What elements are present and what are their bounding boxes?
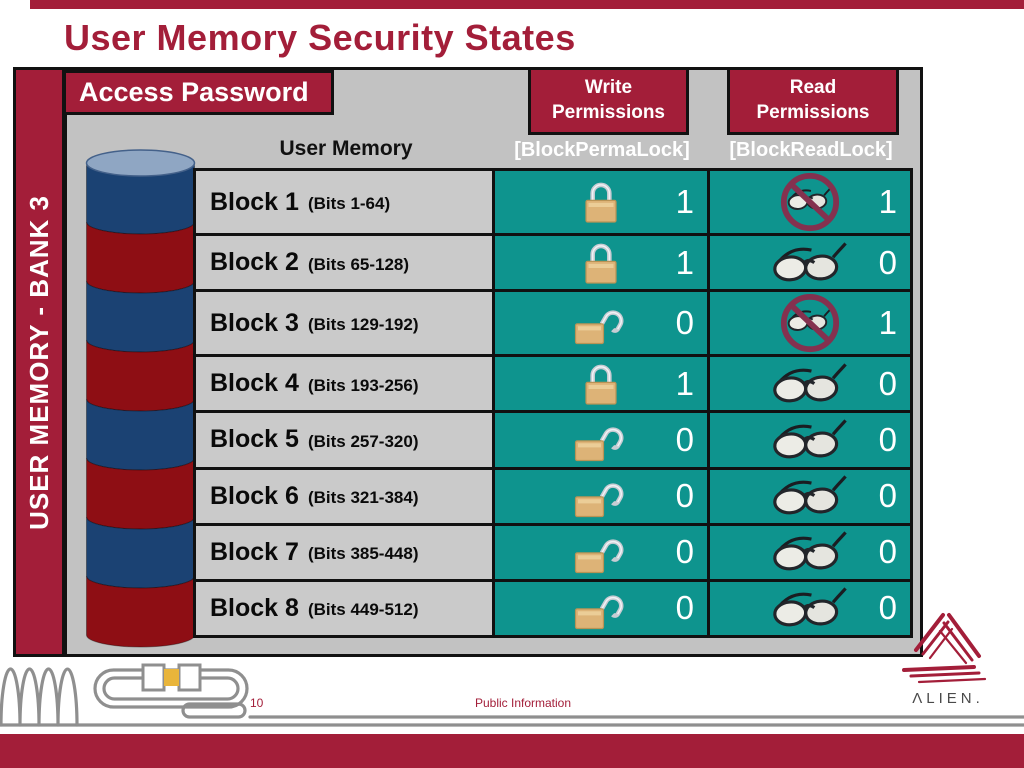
write-permission-cell <box>495 171 707 233</box>
block-name: Block 1 <box>210 187 299 216</box>
read-header-line1: Read <box>789 77 837 99</box>
block-label-cell <box>196 582 492 635</box>
lock-open-icon <box>573 417 629 463</box>
block-bits: (Bits 1-64) <box>307 194 391 213</box>
read-permission-cell <box>710 292 910 354</box>
block-name: Block 5 <box>210 425 299 454</box>
block-bits: (Bits 385-448) <box>307 544 419 564</box>
block-bits: (Bits 449-512) <box>307 600 419 620</box>
rfid-antenna-graphic <box>0 652 1024 737</box>
bank-banner <box>13 67 65 657</box>
memory-table <box>193 168 913 638</box>
block-name: Block 3 <box>210 308 299 337</box>
write-permissions-header <box>528 67 689 135</box>
read-permission-cell <box>710 236 910 289</box>
user-memory-label: User Memory <box>279 137 413 160</box>
lock-open-icon <box>573 529 629 575</box>
page-title: User Memory Security States <box>64 17 576 58</box>
block-label-cell <box>196 171 492 233</box>
lock-closed-icon <box>581 361 621 407</box>
block-label-cell <box>196 470 492 523</box>
read-permission-value: 0 <box>878 477 897 515</box>
write-header-line2: Permissions <box>552 102 665 123</box>
read-permission-cell <box>710 413 910 466</box>
block-name: Block 4 <box>210 369 299 398</box>
write-permission-cell <box>495 357 707 410</box>
access-password-label: Access Password <box>79 77 309 107</box>
write-permission-value: 0 <box>675 477 694 515</box>
read-permission-value: 0 <box>878 243 897 281</box>
block-name: Block 8 <box>210 593 299 622</box>
lock-closed-icon <box>581 240 621 286</box>
block-bits: (Bits 65-128) <box>307 254 410 274</box>
lock-open-icon <box>573 300 629 346</box>
blockreadlock-label: [BlockReadLock] <box>729 139 893 161</box>
block-name: Block 2 <box>210 248 299 277</box>
block-name: Block 6 <box>210 481 299 510</box>
read-permission-value: 1 <box>878 304 897 342</box>
lock-open-icon <box>573 473 629 519</box>
write-permission-value: 0 <box>675 304 694 342</box>
no-read-glasses-icon <box>779 171 841 233</box>
block-name: Block 7 <box>210 537 299 566</box>
bottom-accent-bar <box>0 734 1024 768</box>
read-permissions-header <box>727 67 899 135</box>
write-permission-value: 1 <box>675 364 694 402</box>
write-permission-cell <box>495 292 707 354</box>
write-permission-value: 0 <box>675 420 694 458</box>
write-permission-value: 1 <box>675 183 694 220</box>
block-bits: (Bits 257-320) <box>307 431 419 451</box>
block-label-cell <box>196 526 492 579</box>
write-permission-cell <box>495 413 707 466</box>
glasses-icon <box>770 530 850 574</box>
glasses-icon <box>770 362 850 406</box>
read-header-line2: Permissions <box>756 102 870 123</box>
classification-label: Public Information <box>474 696 572 710</box>
read-permission-cell <box>710 357 910 410</box>
write-permission-cell <box>495 470 707 523</box>
read-permission-cell <box>710 470 910 523</box>
read-permission-value: 1 <box>878 183 897 220</box>
read-permission-value: 0 <box>878 533 897 571</box>
blockpermalock-label: [BlockPermaLock] <box>514 139 690 161</box>
top-accent-bar <box>30 0 1024 9</box>
block-label-cell <box>196 292 492 354</box>
read-permission-value: 0 <box>878 589 897 627</box>
alien-logo-icon <box>886 608 1010 688</box>
block-bits: (Bits 129-192) <box>307 315 419 335</box>
write-permission-cell <box>495 526 707 579</box>
write-permission-value: 0 <box>675 533 694 571</box>
block-label-cell <box>196 413 492 466</box>
write-permission-cell <box>495 236 707 289</box>
read-permission-value: 0 <box>878 420 897 458</box>
page-number: 10 <box>250 696 264 710</box>
block-bits: (Bits 193-256) <box>307 375 419 395</box>
no-read-glasses-icon <box>779 292 841 354</box>
block-label-cell <box>196 236 492 289</box>
memory-cylinder-graphic <box>84 147 197 663</box>
write-permission-cell <box>495 582 707 635</box>
write-permission-value: 1 <box>675 243 694 281</box>
write-header-line1: Write <box>584 77 633 99</box>
read-permission-value: 0 <box>878 364 897 402</box>
glasses-icon <box>770 418 850 462</box>
read-permission-cell <box>710 526 910 579</box>
block-label-cell <box>196 357 492 410</box>
lock-closed-icon <box>581 179 621 225</box>
write-permission-value: 0 <box>675 589 694 627</box>
block-bits: (Bits 321-384) <box>307 488 419 508</box>
bank-banner-label: USER MEMORY - BANK 3 <box>23 194 54 530</box>
glasses-icon <box>770 586 850 630</box>
glasses-icon <box>770 474 850 518</box>
glasses-icon <box>770 241 850 285</box>
read-permission-cell <box>710 171 910 233</box>
lock-open-icon <box>573 585 629 631</box>
alien-logo-wordmark: ΛLIEN. <box>912 690 984 707</box>
access-password-box <box>63 70 334 115</box>
read-permission-cell <box>710 582 910 635</box>
